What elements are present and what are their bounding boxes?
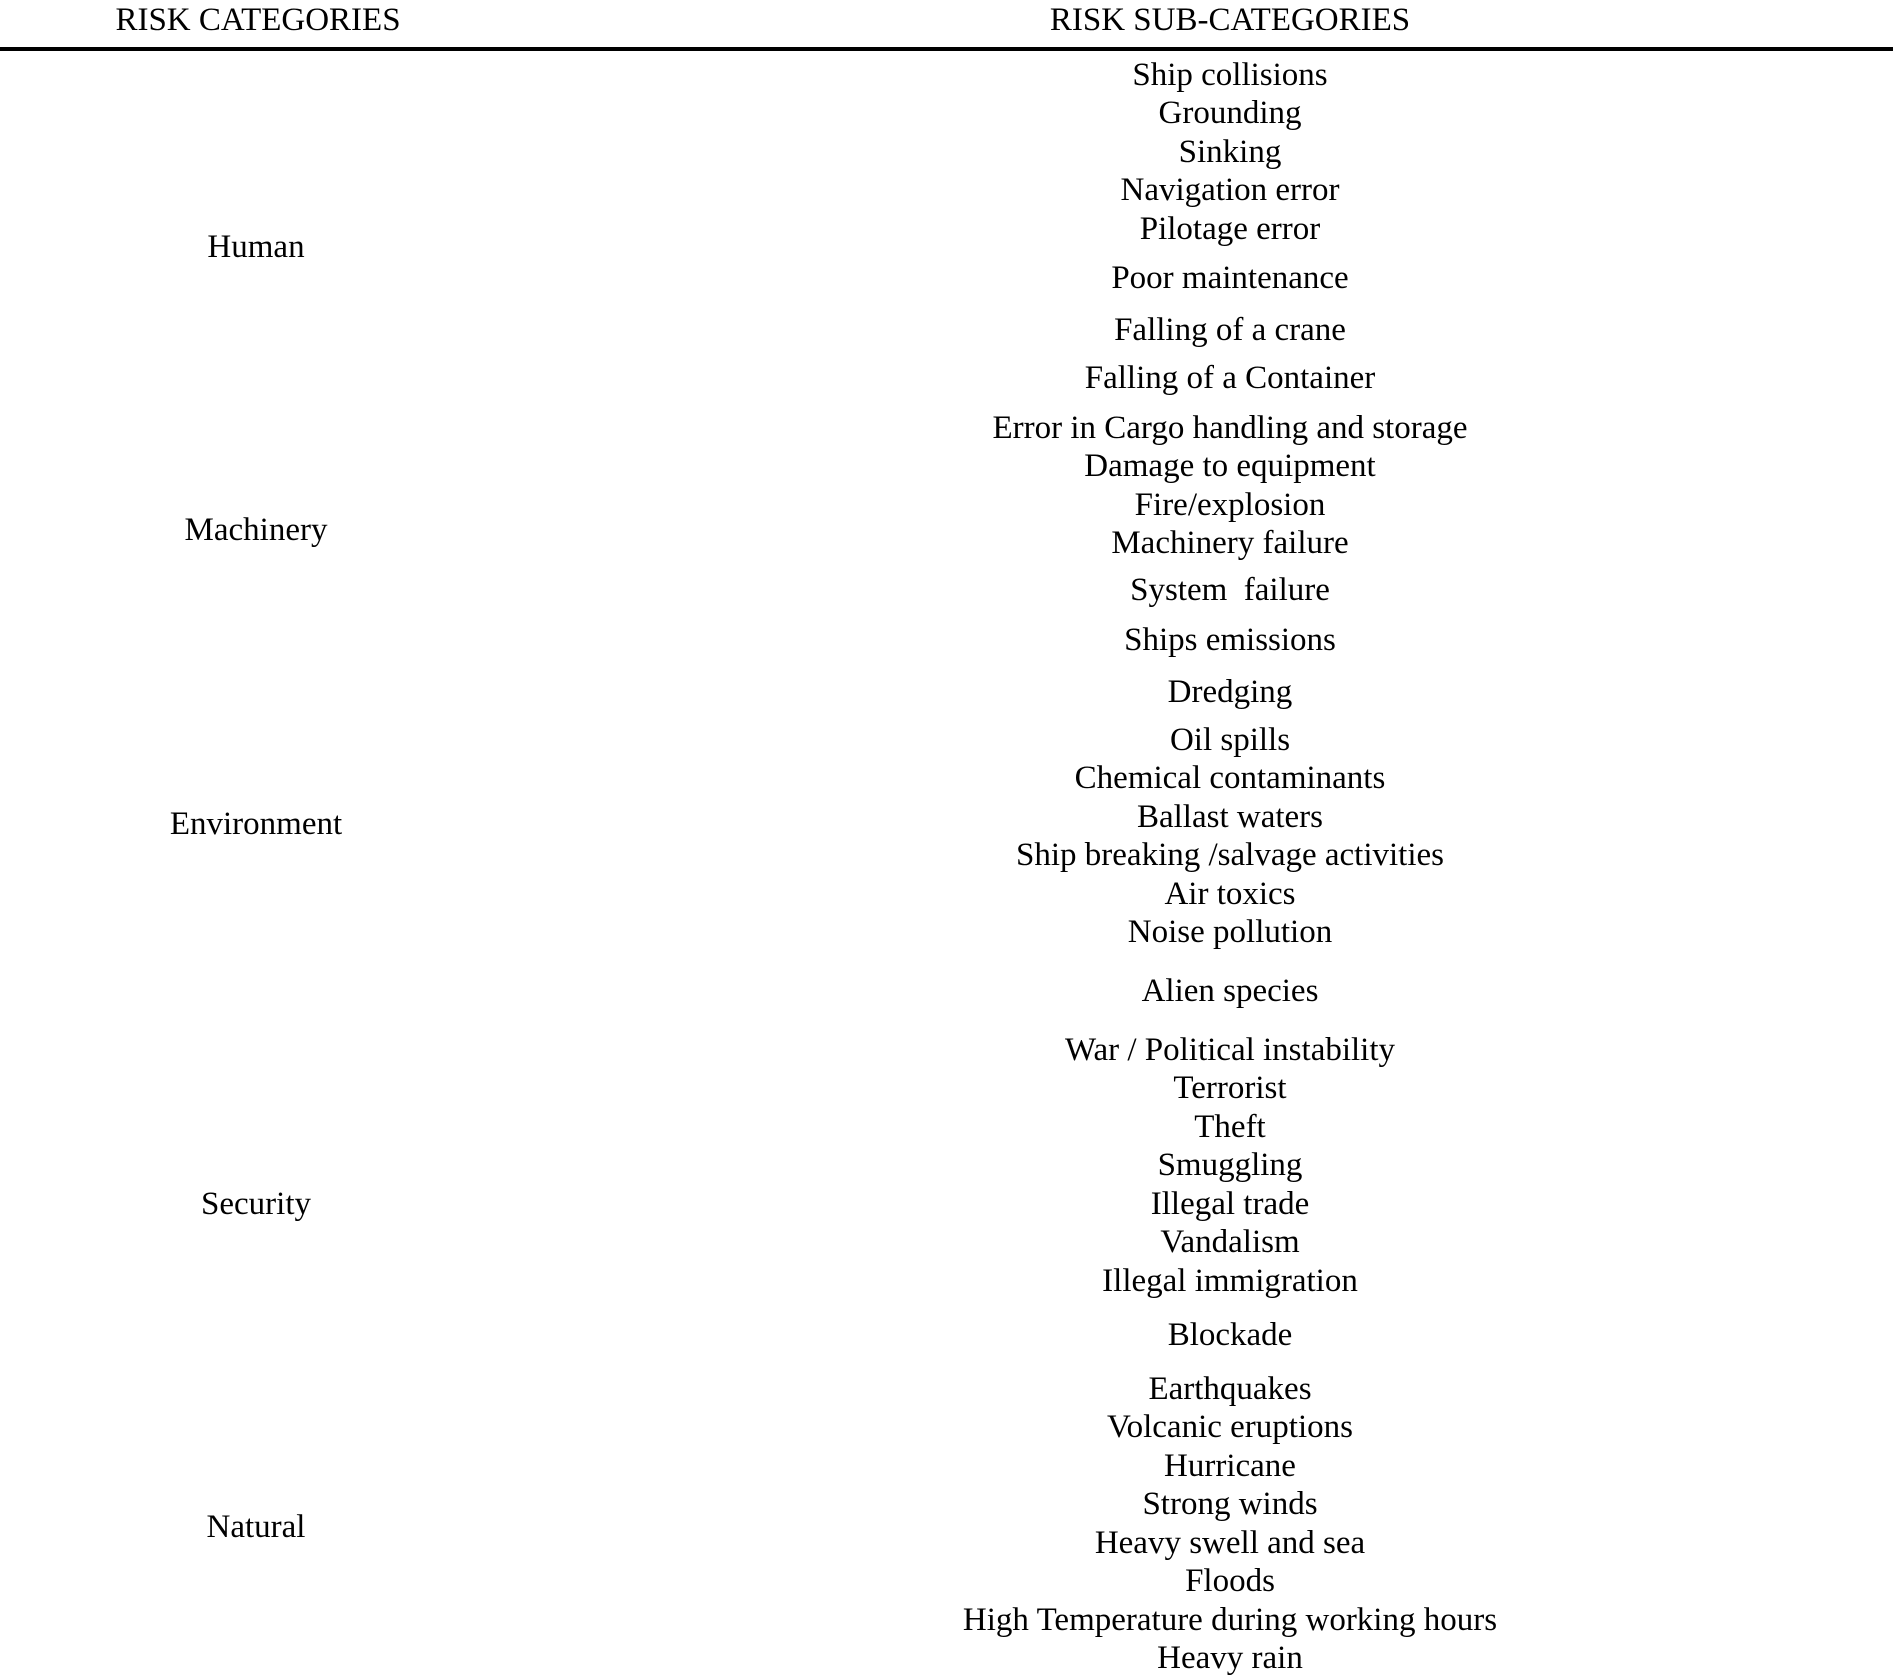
subcategory-item: Illegal immigration [1102, 1262, 1358, 1299]
subcategory-group [630, 1370, 1830, 1678]
subcategory-item: Fire/explosion [1134, 486, 1326, 523]
subcategory-group [630, 571, 1830, 610]
subcategory-item: Theft [1194, 1108, 1266, 1145]
subcategory-group [630, 721, 1830, 952]
subcategory-group [630, 259, 1830, 298]
risk-subcategories-column [630, 51, 1830, 1678]
subcategory-item: Earthquakes [1148, 1370, 1312, 1407]
subcategory-group [630, 56, 1830, 249]
subcategory-item: High Temperature during working hours [962, 1601, 1498, 1638]
subcategory-group [630, 311, 1830, 350]
subcategory-item: System failure [1130, 571, 1330, 608]
subcategory-item: Ship collisions [1132, 56, 1328, 93]
category-label-natural: Natural [206, 1508, 306, 1545]
subcategory-item: War / Political instability [1064, 1031, 1396, 1068]
subcategory-item: Alien species [1141, 972, 1319, 1009]
subcategory-item: Blockade [1167, 1316, 1293, 1353]
column-header-risk-categories: RISK CATEGORIES [115, 2, 401, 38]
subcategory-item: Falling of a Container [1084, 359, 1376, 396]
subcategory-item: Ship breaking /salvage activities [1016, 837, 1444, 874]
subcategory-item: Vandalism [1160, 1224, 1300, 1261]
subcategory-group [630, 621, 1830, 660]
subcategory-item: Pilotage error [1139, 210, 1321, 247]
subcategory-item: Ships emissions [1124, 621, 1336, 658]
subcategory-item: Ballast waters [1136, 798, 1324, 835]
category-label-security: Security [201, 1185, 311, 1222]
subcategory-group [630, 673, 1830, 712]
category-label-human: Human [207, 228, 305, 265]
subcategory-item: Smuggling [1157, 1147, 1303, 1184]
subcategory-item: Falling of a crane [1114, 311, 1346, 348]
subcategory-item: Illegal trade [1150, 1185, 1310, 1222]
subcategory-item: Hurricane [1164, 1447, 1296, 1484]
subcategory-item: Volcanic eruptions [1107, 1409, 1353, 1446]
subcategory-item: Heavy rain [1157, 1640, 1303, 1677]
subcategory-item: Strong winds [1142, 1486, 1318, 1523]
subcategory-item: Terrorist [1173, 1070, 1287, 1107]
subcategory-item: Air toxics [1164, 875, 1296, 912]
subcategory-item: Noise pollution [1127, 914, 1333, 951]
subcategory-item: Error in Cargo handling and storage [992, 409, 1468, 446]
subcategory-group [630, 972, 1830, 1011]
subcategory-group [630, 1031, 1830, 1301]
subcategory-item: Heavy swell and sea [1094, 1524, 1366, 1561]
subcategory-item: Damage to equipment [1084, 448, 1376, 485]
category-label-environment: Environment [169, 805, 343, 842]
subcategory-item: Dredging [1167, 673, 1293, 710]
subcategory-item: Oil spills [1169, 721, 1291, 758]
subcategory-item: Navigation error [1120, 172, 1340, 209]
subcategory-group [630, 409, 1830, 563]
subcategory-item: Poor maintenance [1111, 259, 1349, 296]
subcategory-group [630, 359, 1830, 398]
column-header-risk-subcategories: RISK SUB-CATEGORIES [1049, 2, 1411, 38]
subcategory-item: Machinery failure [1111, 525, 1349, 562]
subcategory-item: Chemical contaminants [1074, 760, 1386, 797]
subcategory-group [630, 1316, 1830, 1355]
subcategory-item: Grounding [1158, 95, 1302, 132]
subcategory-item: Sinking [1178, 133, 1282, 170]
subcategory-item: Floods [1185, 1563, 1275, 1600]
category-label-machinery: Machinery [184, 511, 328, 548]
